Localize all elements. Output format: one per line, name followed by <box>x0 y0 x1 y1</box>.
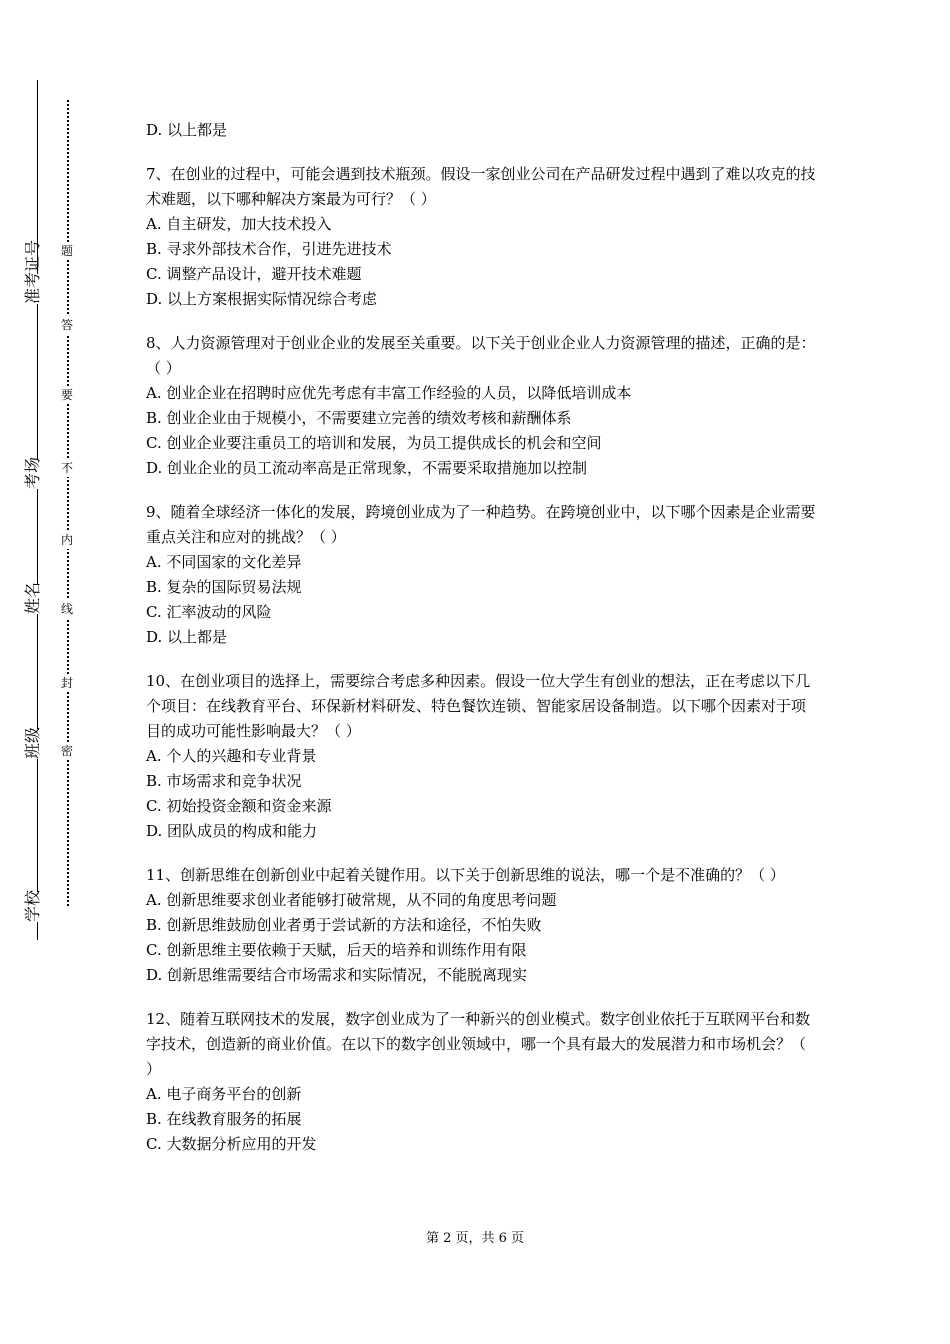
option-d: D. 团队成员的构成和能力 <box>146 822 318 840</box>
seal-char: 内 <box>58 531 76 549</box>
carry-over-option: D. 以上都是 <box>146 121 228 139</box>
binding-line <box>37 80 38 940</box>
option-a: A. 电子商务平台的创新 <box>146 1085 302 1103</box>
option-b: B. 复杂的国际贸易法规 <box>146 578 302 596</box>
question-12 <box>146 1007 816 1157</box>
option-a: A. 创业企业在招聘时应优先考虑有丰富工作经验的人员，以降低培训成本 <box>146 384 632 402</box>
question-7 <box>146 162 816 312</box>
option-d: D. 创业企业的员工流动率高是正常现象，不需要采取措施加以控制 <box>146 459 588 477</box>
class-label: 班级 <box>23 726 42 759</box>
option-a: A. 自主研发，加大技术投入 <box>146 215 332 233</box>
name-label: 姓名 <box>23 581 42 614</box>
seal-dotted-line <box>67 100 69 906</box>
option-d: D. 以上方案根据实际情况综合考虑 <box>146 290 378 308</box>
exam-room-label: 考场 <box>23 456 42 489</box>
option-b: B. 寻求外部技术合作，引进先进技术 <box>146 240 392 258</box>
option-c: C. 调整产品设计，避开技术难题 <box>146 265 362 283</box>
question-8 <box>146 331 816 481</box>
question-stem: 7、在创业的过程中，可能会遇到技术瓶颈。假设一家创业公司在产品研发过程中遇到了难以攻克的技术难题，以下哪种解决方案最为可行？（ ） <box>146 165 816 208</box>
option-c: C. 创新思维主要依赖于天赋，后天的培养和训练作用有限 <box>146 941 527 959</box>
question-stem: 8、人力资源管理对于创业企业的发展至关重要。以下关于创业企业人力资源管理的描述，正确的是：（ ） <box>146 334 816 377</box>
option-b: B. 市场需求和竞争状况 <box>146 772 302 790</box>
seal-char: 不 <box>58 459 76 477</box>
option-c: C. 创业企业要注重员工的培训和发展，为员工提供成长的机会和空间 <box>146 434 602 452</box>
seal-char: 线 <box>58 600 76 618</box>
option-a: A. 创新思维要求创业者能够打破常规，从不同的角度思考问题 <box>146 891 557 909</box>
option-d: D. 创新思维需要结合市场需求和实际情况，不能脱离现实 <box>146 966 528 984</box>
page-number: 第 2 页，共 6 页 <box>425 1231 525 1246</box>
question-9 <box>146 500 816 650</box>
question-stem: 12、随着互联网技术的发展，数字创业成为了一种新兴的创业模式。数字创业依托于互联网平台和数字技术，创造新的商业价值。在以下的数字创业领域中，哪一个具有最大的发展潜力和市场机会？（ ） <box>146 1010 811 1078</box>
option-c: C. 初始投资金额和资金来源 <box>146 797 332 815</box>
option-b: B. 创新思维鼓励创业者勇于尝试新的方法和途径，不怕失败 <box>146 916 542 934</box>
option-a: A. 个人的兴趣和专业背景 <box>146 747 317 765</box>
seal-char: 封 <box>58 674 76 692</box>
option-d: D. 以上都是 <box>146 628 228 646</box>
binding-margin <box>0 80 58 940</box>
option-a: A. 不同国家的文化差异 <box>146 553 302 571</box>
option-b: B. 在线教育服务的拓展 <box>146 1110 302 1128</box>
seal-char: 题 <box>58 242 76 260</box>
question-content <box>146 118 816 1157</box>
seal-char: 密 <box>58 742 76 760</box>
option-c: C. 大数据分析应用的开发 <box>146 1135 317 1153</box>
exam-id-label: 准考证号 <box>23 239 42 304</box>
question-11 <box>146 863 816 988</box>
question-stem: 11、创新思维在创新创业中起着关键作用。以下关于创新思维的说法，哪一个是不准确的？（ ） <box>146 866 785 884</box>
option-b: B. 创业企业由于规模小，不需要建立完善的绩效考核和薪酬体系 <box>146 409 572 427</box>
question-stem: 10、在创业项目的选择上，需要综合考虑多种因素。假设一位大学生有创业的想法，正在考虑以下几个项目：在线教育平台、环保新材料研发、特色餐饮连锁、智能家居设备制造。以下哪个因素对于项目的成功可能性影响最大？（ ） <box>146 672 811 740</box>
school-label: 学校 <box>23 889 42 922</box>
question-stem: 9、随着全球经济一体化的发展，跨境创业成为了一种趋势。在跨境创业中，以下哪个因素是企业需要重点关注和应对的挑战？（ ） <box>146 503 816 546</box>
seal-char: 要 <box>58 386 76 404</box>
option-c: C. 汇率波动的风险 <box>146 603 272 621</box>
question-10 <box>146 669 816 844</box>
seal-char: 答 <box>58 316 76 334</box>
